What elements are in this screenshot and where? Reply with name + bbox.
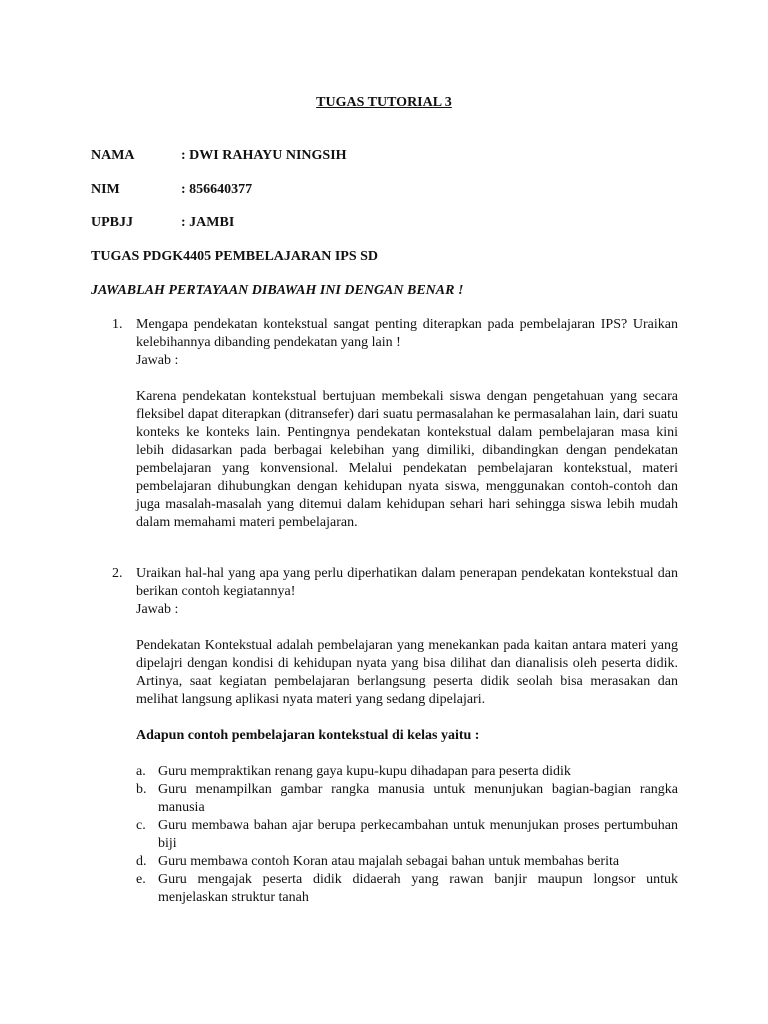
field-value: : 856640377 — [181, 182, 253, 197]
instruction-text: JAWABLAH PERTAYAAN DIBAWAH INI DENGAN BENAR ! — [91, 283, 464, 298]
field-nim — [91, 181, 252, 199]
field-value: : DWI RAHAYU NINGSIH — [181, 148, 347, 163]
list-marker: e. — [136, 872, 146, 887]
field-label: UPBJJ — [91, 215, 133, 230]
list-item — [136, 817, 678, 853]
list-item-text: Guru membawa contoh Koran atau majalah sebagai bahan untuk membahas berita — [158, 854, 620, 869]
answer-text: Karena pendekatan kontekstual bertujuan membekali siswa dengan pengetahuan yang secara fleksibel dapat diterapkan (ditransefer) dari suatu permasalahan ke permasalahan lain, dari suatu konteks ke konteks lain. Pentingnya pendekatan kontekstual dalam pembelajaran masa kini lebih didasarkan pada berbagai kelebihan yang dimiliki, dibandingkan dengan pendekatan pembelajaran yang konvensional. Melalui pendekatan pembelajaran kontekstual, materi pembelajaran dihubungkan dengan kehidupan nyata siswa, menggunakan contoh-contoh dan juga masalah-masalah yang ditemui dalam kehidupan sehari hari sehingga siswa lebih mudah dalam memahami materi pembelajaran. — [136, 389, 678, 530]
list-marker: a. — [136, 764, 146, 779]
course-heading: TUGAS PDGK4405 PEMBELAJARAN IPS SD — [91, 249, 379, 264]
list-item — [136, 763, 678, 781]
list-item-text: Guru menampilkan gambar rangka manusia untuk menunjukan bagian-bagian rangka manusia — [158, 782, 678, 815]
list-item — [136, 853, 678, 871]
examples-heading: Adapun contoh pembelajaran kontekstual di kelas yaitu : — [136, 728, 480, 743]
list-item-text: Guru mengajak peserta didik didaerah yang rawan banjir maupun longsor untuk menjelaskan struktur tanah — [158, 872, 678, 905]
list-marker: d. — [136, 854, 147, 869]
field-value: : JAMBI — [181, 215, 235, 230]
question-number: 2. — [112, 566, 123, 581]
list-marker: c. — [136, 818, 146, 833]
answer-label: Jawab : — [136, 602, 179, 617]
field-nama — [91, 147, 347, 165]
list-item-text: Guru mempraktikan renang gaya kupu-kupu dihadapan para peserta didik — [158, 764, 571, 779]
question-1 — [112, 316, 678, 532]
list-marker: b. — [136, 782, 147, 797]
question-number: 1. — [112, 317, 123, 332]
list-item — [136, 871, 678, 907]
answer-text: Pendekatan Kontekstual adalah pembelajaran yang menekankan pada kaitan antara materi yang dipelajri dengan kondisi di kehidupan nyata yang bisa dilihat dan dianalisis oleh peserta didik. Artinya, saat kegiatan pembelajaran berlangsung peserta didik seolah bisa merasakan dan melihat langsung aplikasi nyata materi yang sedang dipelajari. — [136, 638, 678, 707]
list-item — [136, 781, 678, 817]
field-upbjj — [91, 214, 234, 232]
question-2 — [112, 565, 678, 907]
list-item-text: Guru membawa bahan ajar berupa perkecambahan untuk menunjukan proses pertumbuhan biji — [158, 818, 678, 851]
document-title: TUGAS TUTORIAL 3 — [316, 95, 452, 110]
question-text: Uraikan hal-hal yang apa yang perlu diperhatikan dalam penerapan pendekatan kontekstual dan berikan contoh kegiatannya! — [136, 566, 678, 599]
examples-list — [136, 763, 678, 907]
field-label: NAMA — [91, 148, 135, 163]
answer-label: Jawab : — [136, 353, 179, 368]
question-text: Mengapa pendekatan kontekstual sangat penting diterapkan pada pembelajaran IPS? Uraikan kelebihannya dibanding pendekatan yang lain ! — [136, 317, 678, 350]
field-label: NIM — [91, 182, 120, 197]
